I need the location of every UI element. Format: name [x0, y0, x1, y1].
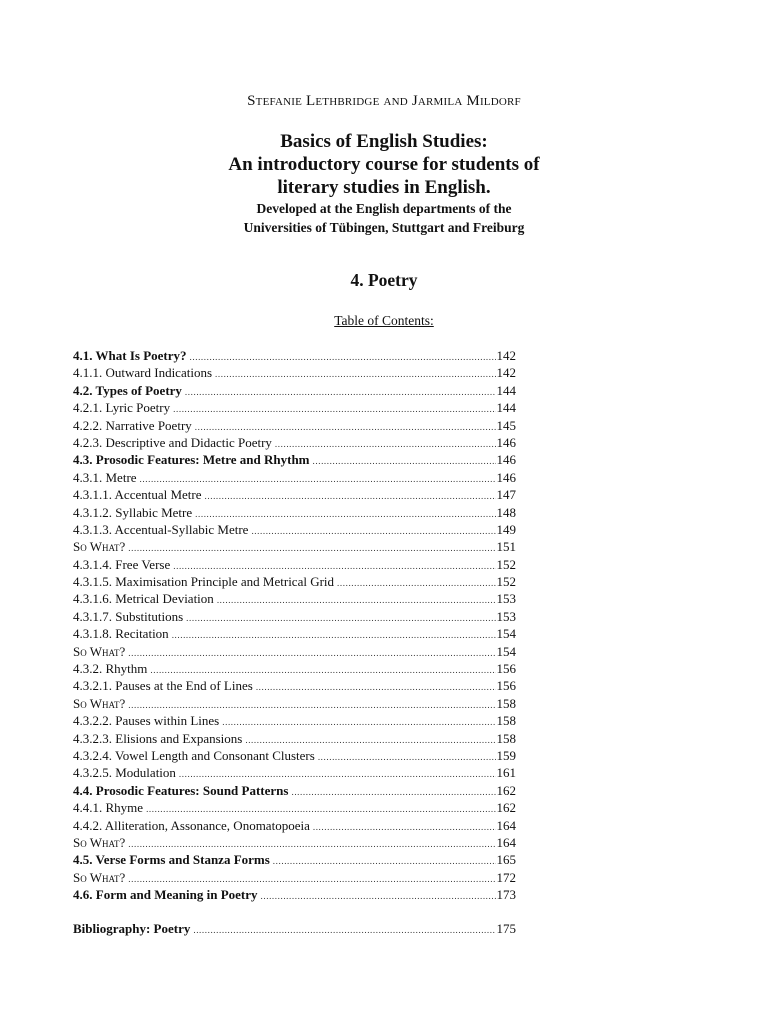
toc-entry[interactable] [73, 573, 516, 590]
toc-entry[interactable] [73, 643, 516, 660]
toc-entry-title: So What? [73, 695, 126, 711]
toc-entry-title: 4.3.2.2. Pauses within Lines [73, 713, 220, 729]
toc-entry-page: 154 [496, 643, 516, 659]
toc-entry-title: 4.3.2.3. Elisions and Expansions [73, 730, 243, 746]
authors-line: Stefanie Lethbridge and Jarmila Mildorf [247, 93, 521, 109]
toc-dot-leader [172, 627, 496, 644]
toc-entry-title: 4.3.1.3. Accentual-Syllabic Metre [73, 521, 249, 537]
toc-entry-page: 158 [496, 695, 516, 711]
toc-dot-leader [291, 784, 495, 801]
toc-entry-page: 164 [496, 817, 516, 833]
toc-entry-page: 146 [496, 452, 516, 468]
toc-entry-page: 147 [496, 487, 516, 503]
toc-entry-title: 4.3.1.5. Maximisation Principle and Metrical Grid [73, 574, 335, 590]
toc-dot-leader [193, 922, 495, 939]
toc-dot-leader [186, 610, 495, 627]
toc-entry-title: 4.3.1.7. Substitutions [73, 608, 184, 624]
toc-entry[interactable] [73, 382, 516, 399]
toc-entry[interactable] [73, 347, 516, 364]
toc-entry[interactable] [73, 469, 516, 486]
toc-entry-page: 156 [496, 678, 516, 694]
toc-entry-title: So What? [73, 539, 126, 555]
toc-entry[interactable] [73, 556, 516, 573]
toc-entry[interactable] [73, 521, 516, 538]
toc-entry-page: 146 [496, 434, 516, 450]
toc-entry-title: So What? [73, 643, 126, 659]
title-line-1: Basics of English Studies: [280, 131, 488, 152]
toc-entry[interactable] [73, 799, 516, 816]
toc-entry[interactable] [73, 538, 516, 555]
toc-entry-page: 175 [496, 920, 516, 936]
toc-entry-page: 142 [496, 365, 516, 381]
toc-entry[interactable] [73, 851, 516, 868]
toc-entry-title: So What? [73, 834, 126, 850]
toc-entry-title: 4.3.2. Rhythm [73, 661, 148, 677]
toc-dot-leader [337, 575, 495, 592]
toc-dot-leader [261, 888, 496, 905]
toc-entry-title: 4.3.1.2. Syllabic Metre [73, 504, 193, 520]
toc-entry-title: 4.2.3. Descriptive and Didactic Poetry [73, 434, 272, 450]
toc-entry-page: 162 [496, 782, 516, 798]
toc-entry[interactable] [73, 764, 516, 781]
toc-entry[interactable] [73, 451, 516, 468]
subtitle-line-2: Universities of Tübingen, Stuttgart and Freiburg [243, 219, 525, 235]
toc-entry[interactable] [73, 834, 516, 851]
toc-entry-page: 162 [496, 800, 516, 816]
toc-dot-leader [128, 645, 495, 662]
toc-entry-title: 4.4.1. Rhyme [73, 800, 144, 816]
toc-entry[interactable] [73, 399, 516, 416]
toc-entry[interactable] [73, 920, 516, 937]
toc-entry-page: 148 [496, 504, 516, 520]
toc-entry-page: 154 [496, 626, 516, 642]
toc-entry-page: 144 [496, 400, 516, 416]
toc-entry-page: 159 [496, 747, 516, 763]
toc-entry-page: 164 [496, 834, 516, 850]
toc-entry-title: Bibliography: Poetry [73, 920, 191, 936]
toc-dot-leader [222, 714, 495, 731]
toc-dot-leader [190, 349, 496, 366]
toc-entry[interactable] [73, 817, 516, 834]
toc-entry-title: 4.3.1.6. Metrical Deviation [73, 591, 214, 607]
toc-entry-page: 153 [496, 608, 516, 624]
toc-entry[interactable] [73, 486, 516, 503]
toc-dot-leader [205, 488, 496, 505]
toc-dot-leader [251, 523, 495, 540]
toc-entry-title: 4.3.1.1. Accentual Metre [73, 487, 202, 503]
toc-entry-title: 4.2. Types of Poetry [73, 382, 182, 398]
toc-entry[interactable] [73, 747, 516, 764]
toc-entry[interactable] [73, 712, 516, 729]
toc-entry-page: 158 [496, 730, 516, 746]
toc-entry-page: 165 [496, 852, 516, 868]
toc-entry-title: 4.5. Verse Forms and Stanza Forms [73, 852, 270, 868]
toc-entry-title: 4.6. Form and Meaning in Poetry [73, 887, 258, 903]
toc-entry-page: 172 [496, 869, 516, 885]
toc-entry-page: 146 [496, 469, 516, 485]
toc-dot-leader [217, 592, 496, 609]
toc-entry[interactable] [73, 886, 516, 903]
toc-entry-title: 4.3.1.4. Free Verse [73, 556, 171, 572]
toc-entry-page: 144 [496, 382, 516, 398]
toc-dot-leader [173, 401, 495, 418]
toc-entry[interactable] [73, 417, 516, 434]
toc-entry[interactable] [73, 677, 516, 694]
toc-dot-leader [128, 540, 495, 557]
toc-entry-title: 4.2.2. Narrative Poetry [73, 417, 192, 433]
toc-entry-title: 4.2.1. Lyric Poetry [73, 400, 171, 416]
title-line-3: literary studies in English. [277, 177, 491, 198]
toc-entry-title: 4.1. What Is Poetry? [73, 348, 187, 363]
table-of-contents [73, 347, 516, 937]
toc-entry-title: 4.3.2.4. Vowel Length and Consonant Clusters [73, 747, 315, 763]
toc-entry-page: 151 [496, 539, 516, 555]
subtitle-block [0, 200, 768, 237]
toc-entry[interactable] [73, 364, 516, 381]
subtitle-line-1: Developed at the English departments of the [256, 201, 512, 216]
toc-dot-leader [215, 366, 495, 383]
toc-entry-title: 4.3.1. Metre [73, 469, 137, 485]
toc-entry-title: 4.1.1. Outward Indications [73, 365, 213, 381]
toc-heading: Table of Contents: [334, 313, 434, 328]
toc-entry-page: 156 [496, 661, 516, 677]
toc-entry-page: 153 [496, 591, 516, 607]
toc-dot-leader [313, 819, 496, 836]
toc-entry[interactable] [73, 590, 516, 607]
toc-dot-leader [256, 679, 496, 696]
toc-entry-title: 4.3.2.5. Modulation [73, 765, 176, 781]
toc-entry[interactable] [73, 869, 516, 886]
toc-dot-leader [185, 384, 496, 401]
title-block [0, 130, 768, 237]
toc-entry-title: 4.3.1.8. Recitation [73, 626, 169, 642]
toc-dot-leader [273, 853, 496, 870]
toc-entry-page: 152 [496, 556, 516, 572]
toc-entry[interactable] [73, 434, 516, 451]
toc-entry-page: 149 [496, 521, 516, 537]
toc-entry-title: So What? [73, 869, 126, 885]
toc-entry[interactable] [73, 695, 516, 712]
chapter-title: 4. Poetry [350, 270, 418, 290]
toc-dot-leader [313, 453, 496, 470]
toc-entry[interactable] [73, 625, 516, 642]
toc-entry-page: 173 [496, 887, 516, 903]
toc-entry-page: 152 [496, 574, 516, 590]
toc-entry[interactable] [73, 660, 516, 677]
toc-entry[interactable] [73, 608, 516, 625]
toc-entry-title: 4.3.2.1. Pauses at the End of Lines [73, 678, 253, 694]
toc-entry-page: 161 [496, 765, 516, 781]
toc-entry-page: 158 [496, 713, 516, 729]
toc-entry[interactable] [73, 504, 516, 521]
title-line-2: An introductory course for students of [228, 154, 540, 175]
toc-entry-title: 4.4. Prosodic Features: Sound Patterns [73, 782, 289, 798]
toc-entry[interactable] [73, 730, 516, 747]
toc-entry[interactable] [73, 782, 516, 799]
toc-dot-leader [318, 749, 496, 766]
toc-entry-page: 142 [496, 348, 516, 363]
toc-entry-title: 4.3. Prosodic Features: Metre and Rhythm [73, 452, 310, 468]
toc-entry-title: 4.4.2. Alliteration, Assonance, Onomatopoeia [73, 817, 310, 833]
toc-entry-page: 145 [496, 417, 516, 433]
